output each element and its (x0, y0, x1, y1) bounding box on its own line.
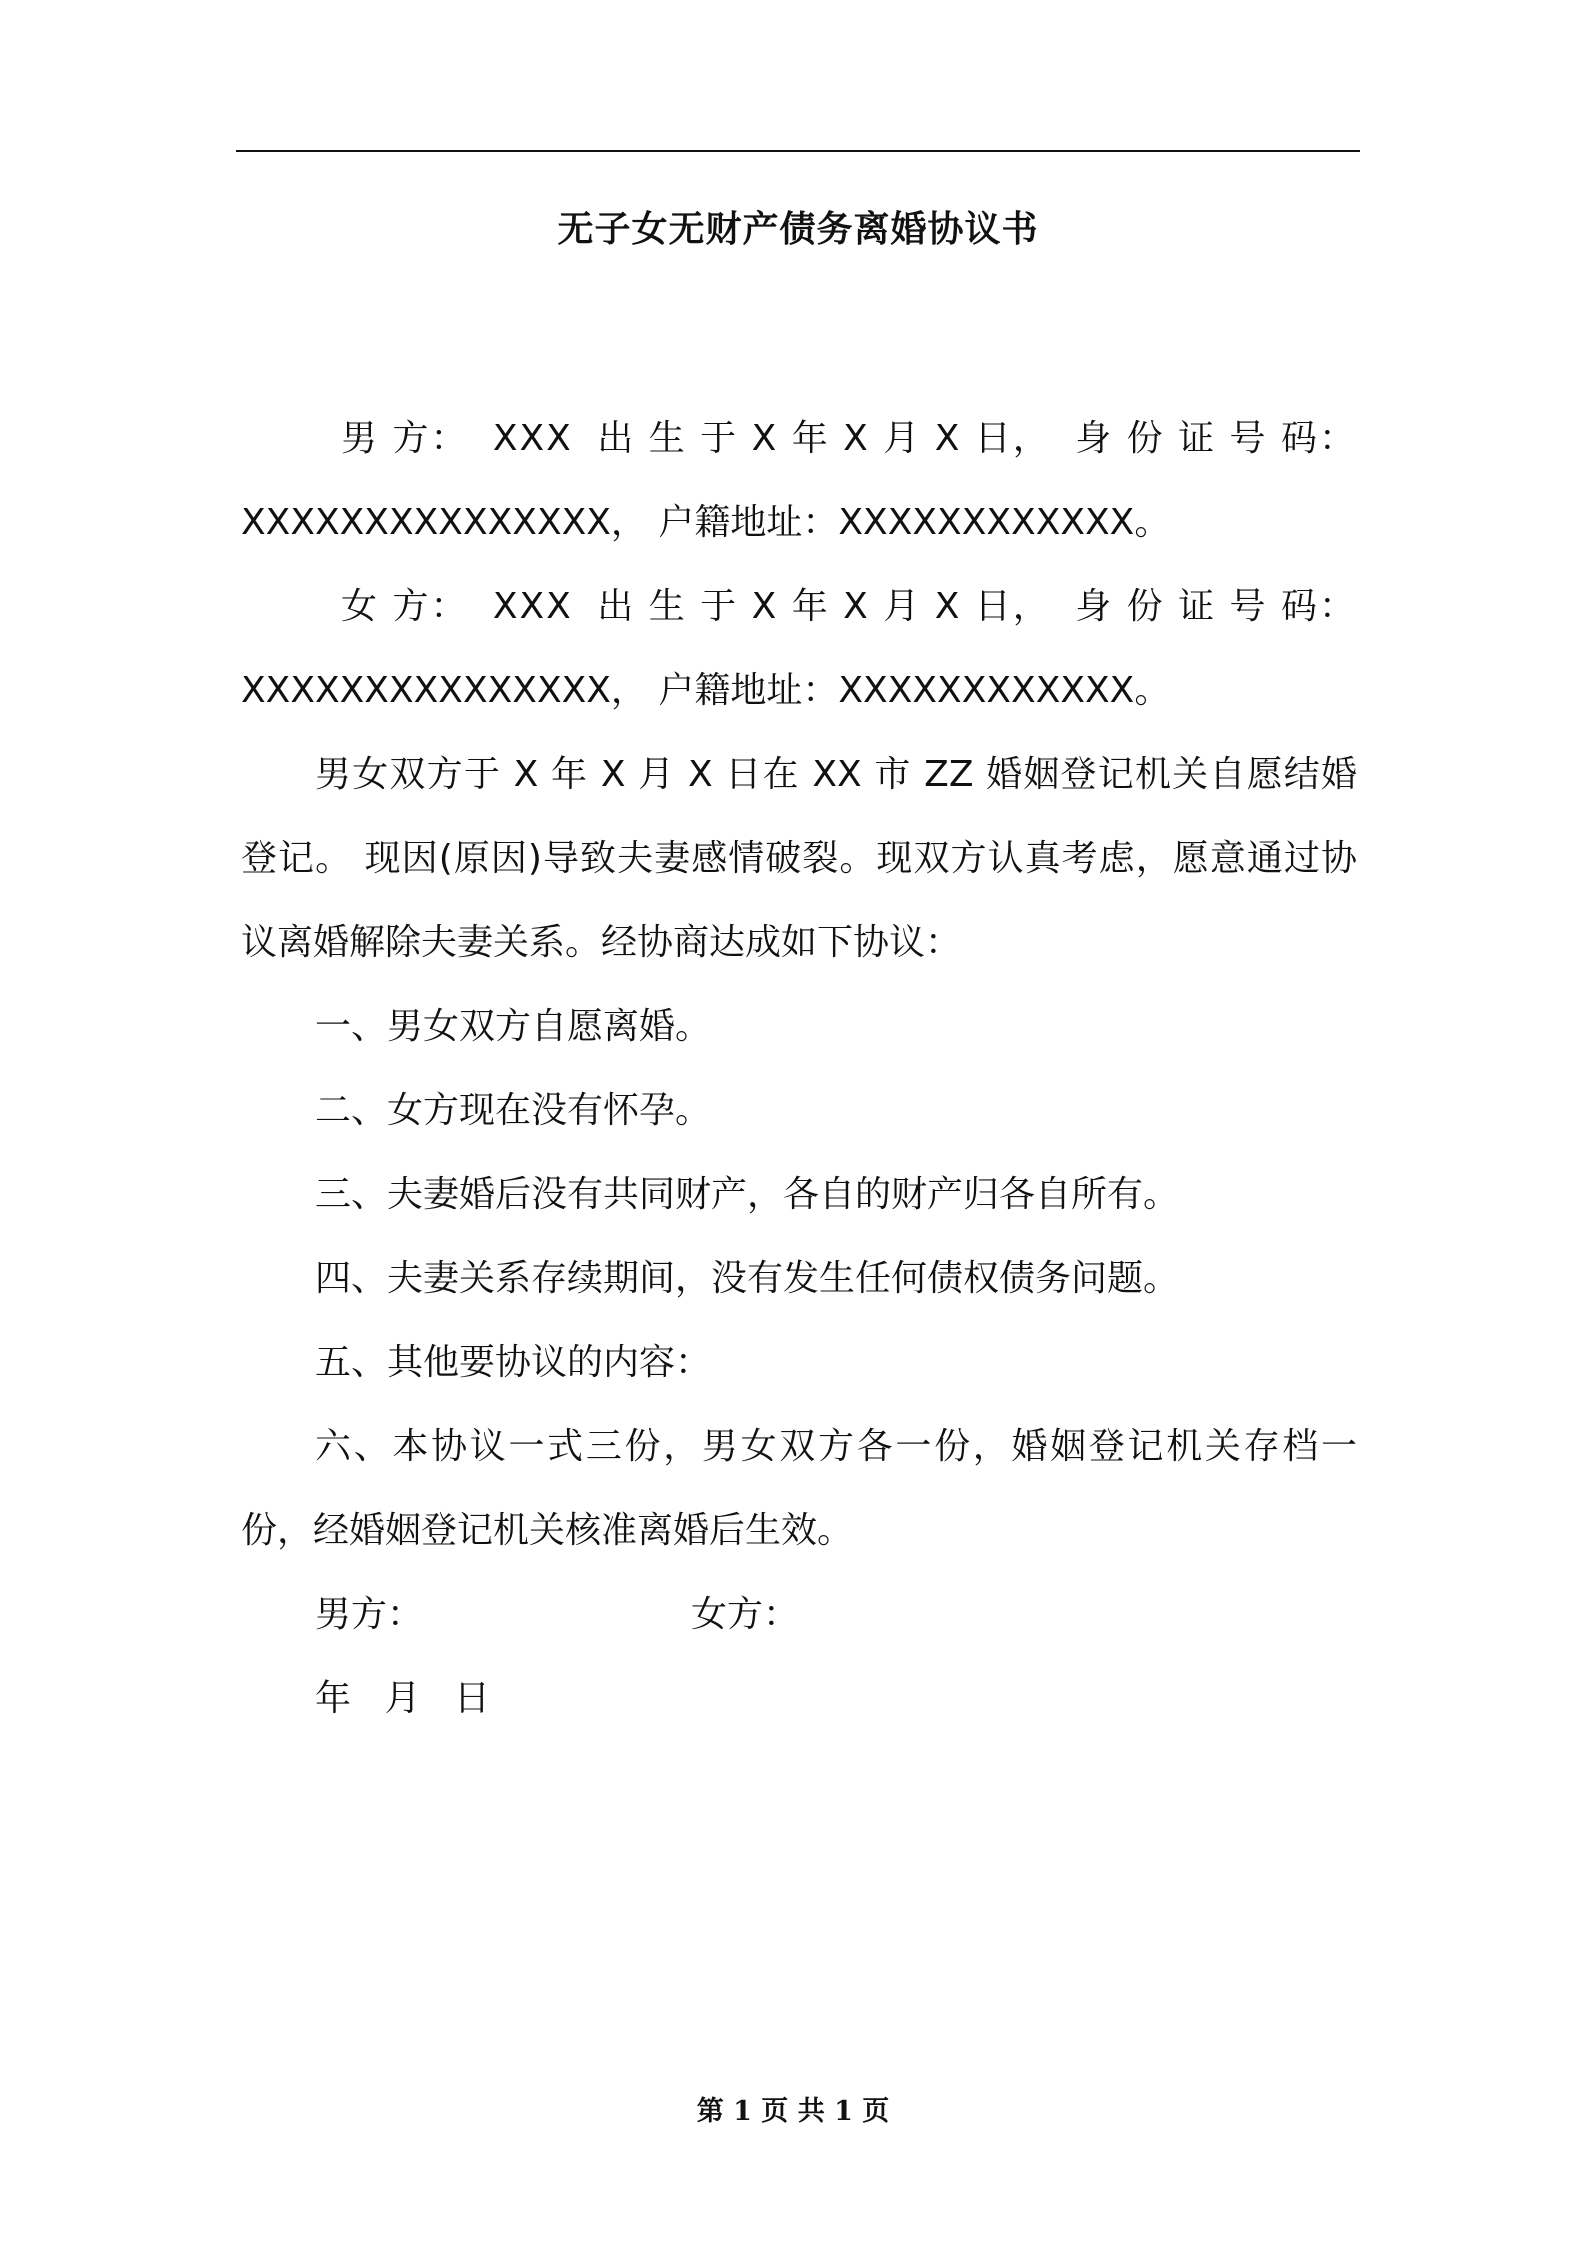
clause-6: 六、本协议一式三份，男女双方各一份，婚姻登记机关存档一份，经婚姻登记机关核准离婚后生效。 (241, 1426, 1357, 1551)
male-party-name: XXX (492, 418, 573, 459)
male-party-birth: 出 生 于 X 年 X 月 X 日， (597, 418, 1051, 459)
male-party-id-value: XXXXXXXXXXXXXXX， (241, 502, 647, 543)
male-party-info (241, 397, 1357, 565)
male-party-id-label: 身 份 证 号 码： (1075, 418, 1357, 459)
male-party-label: 男 方： (341, 418, 469, 459)
date-line (241, 1657, 1357, 1741)
male-party-address: 户籍地址：XXXXXXXXXXXX。 (658, 502, 1171, 543)
date-year-label: 年 (315, 1678, 352, 1719)
signature-line (241, 1573, 1357, 1657)
clause-2: 二、女方现在没有怀孕。 (315, 1090, 712, 1131)
female-party-address: 户籍地址：XXXXXXXXXXXX。 (658, 670, 1171, 711)
clause-3: 三、夫妻婚后没有共同财产，各自的财产归各自所有。 (315, 1174, 1180, 1215)
female-party-id-label: 身 份 证 号 码： (1075, 586, 1357, 627)
clause-4: 四、夫妻关系存续期间，没有发生任何债权债务问题。 (315, 1258, 1180, 1299)
clause-1: 一、男女双方自愿离婚。 (315, 1006, 712, 1047)
intro-paragraph: 男女双方于 X 年 X 月 X 日在 XX 市 ZZ 婚姻登记机关自愿结婚登记。 现因(原因)导致夫妻感情破裂。现双方认真考虑，愿意通过协议离婚解除夫妻关系。经协商达成如下协议： (241, 754, 1357, 963)
male-signature-label: 男方： (315, 1594, 424, 1635)
female-signature-label: 女方： (691, 1594, 800, 1635)
header-rule (236, 150, 1360, 152)
date-day-label: 日 (453, 1678, 490, 1719)
female-party-label: 女 方： (341, 586, 469, 627)
female-party-info (241, 565, 1357, 733)
female-party-name: XXX (492, 586, 573, 627)
clause-5: 五、其他要协议的内容： (315, 1342, 712, 1383)
date-month-label: 月 (384, 1678, 421, 1719)
female-party-birth: 出 生 于 X 年 X 月 X 日， (597, 586, 1051, 627)
document-title: 无子女无财产债务离婚协议书 (557, 209, 1039, 250)
document-body (241, 397, 1357, 1741)
female-party-id-value: XXXXXXXXXXXXXXX， (241, 670, 647, 711)
page-number-footer: 第 1 页 共 1 页 (696, 2096, 890, 2127)
